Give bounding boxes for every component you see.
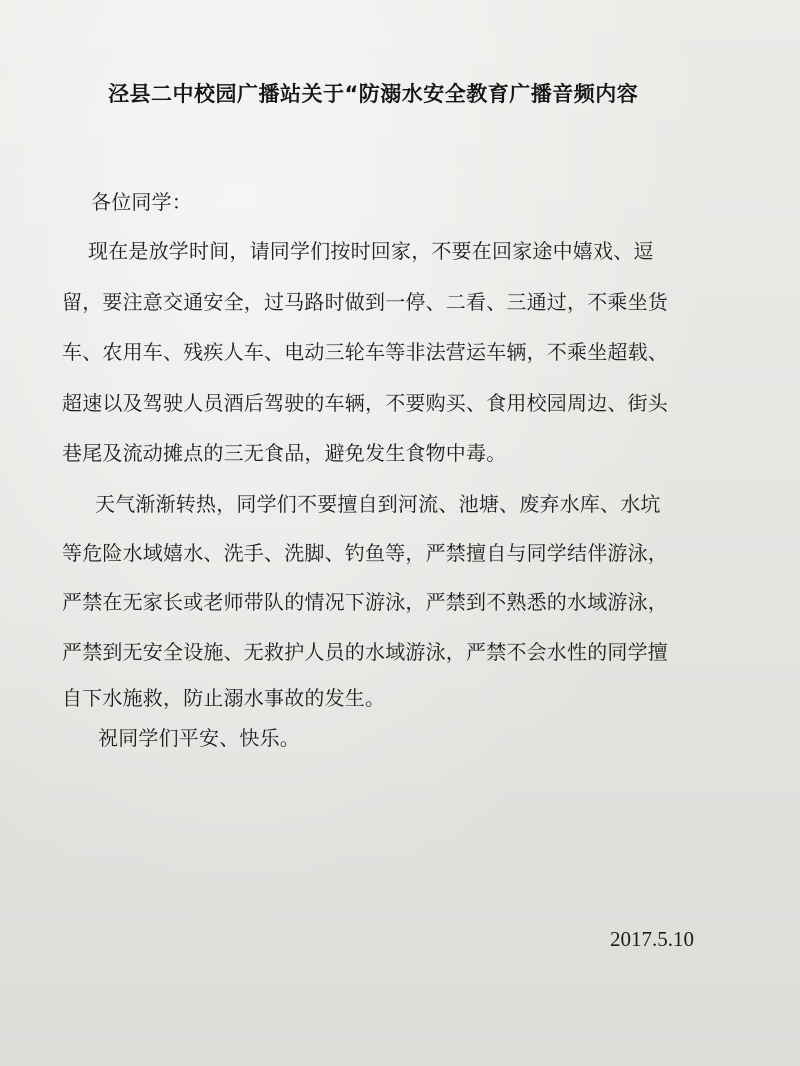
paragraph-2-line-5: 自下水施救，防止溺水事故的发生。	[62, 686, 386, 710]
paragraph-1-line-3: 车、农用车、残疾人车、电动三轮车等非法营运车辆，不乘坐超载、	[62, 340, 668, 364]
document-title: 泾县二中校园广播站关于“防溺水安全教育广播音频内容	[108, 82, 639, 106]
closing-line: 祝同学们平安、快乐。	[98, 726, 300, 750]
paragraph-1-line-2: 留，要注意交通安全，过马路时做到一停、二看、三通过，不乘坐货	[62, 290, 668, 314]
paragraph-1-line-5: 巷尾及流动摊点的三无食品，避免发生食物中毒。	[62, 441, 507, 465]
paragraph-1-line-4: 超速以及驾驶人员酒后驾驶的车辆，不要购买、食用校园周边、街头	[62, 391, 668, 415]
paragraph-1-line-1: 现在是放学时间，请同学们按时回家，不要在回家途中嬉戏、逗	[88, 239, 654, 263]
salutation: 各位同学：	[91, 190, 192, 214]
paragraph-2-line-4: 严禁到无安全设施、无救护人员的水域游泳，严禁不会水性的同学擅	[62, 640, 668, 664]
paragraph-2-line-1: 天气渐渐转热，同学们不要擅自到河流、池塘、废弃水库、水坑	[95, 492, 661, 516]
paragraph-2-line-2: 等危险水域嬉水、洗手、洗脚、钓鱼等，严禁擅自与同学结伴游泳，	[62, 541, 668, 565]
paragraph-2-line-3: 严禁在无家长或老师带队的情况下游泳，严禁到不熟悉的水域游泳，	[62, 590, 668, 614]
document-date: 2017.5.10	[610, 927, 694, 951]
